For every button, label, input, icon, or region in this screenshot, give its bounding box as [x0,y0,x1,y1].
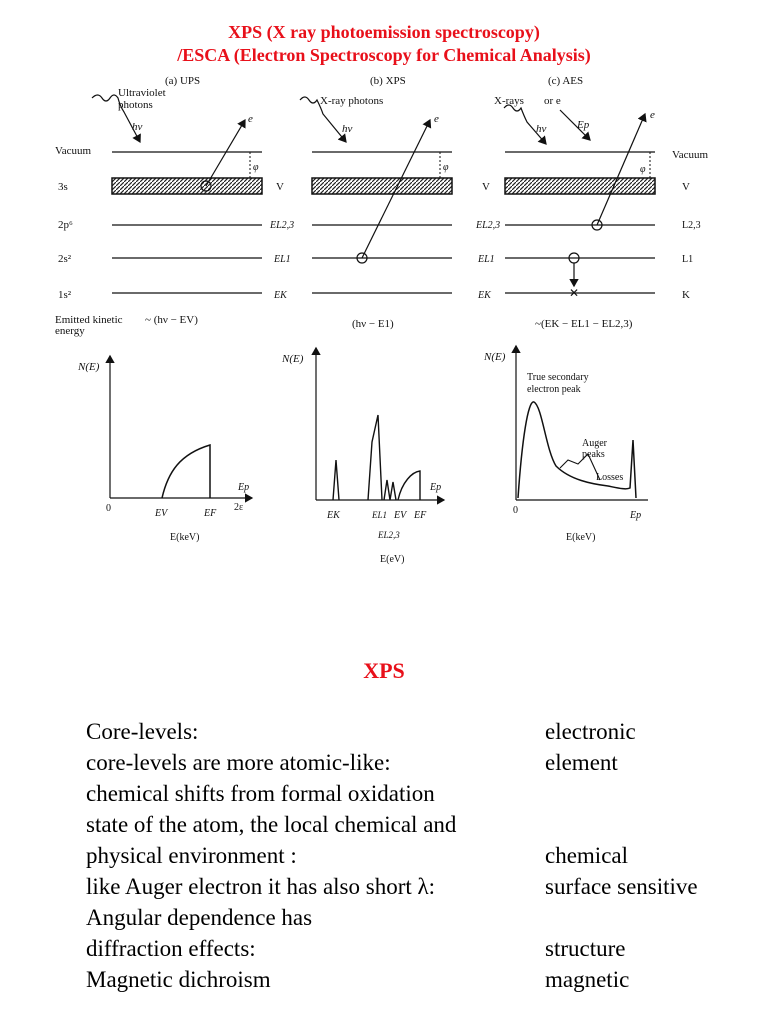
xps-phi: φ [443,162,449,173]
ups-curve [162,445,210,498]
item-description: state of the atom, the local chemical and [86,812,457,837]
aes-right-l1: L1 [682,254,694,265]
xps-hv: hν [342,123,353,135]
item-description: Magnetic dichroism [86,967,271,992]
ups-x-ef: EF [204,508,217,519]
formula-xps: (hν − E1) [352,318,394,330]
aes-n-e: N(E) [484,351,506,363]
ups-hv: hν [132,121,143,133]
aes-ep: Ep [577,119,590,131]
emitted-label-2: energy [55,325,85,337]
ups-electron-arrow [206,120,245,186]
list-item [86,902,746,933]
title-line-1: XPS (X ray photoemission spectroscopy) [228,22,540,42]
aes-k-hole: ✕ [569,286,580,300]
ups-photon-label-1: Ultraviolet [118,87,166,99]
item-description: Angular dependence has [86,905,313,930]
xps-spectrum [281,348,444,565]
aes-left-v: V [482,181,490,193]
level-label-2p6: 2p⁶ [58,219,73,231]
aes-auger-note-1: Auger [582,438,607,449]
list-item [86,809,746,840]
xps-x-el23: EL2,3 [378,530,400,540]
formula-ups: ~ (hν − EV) [145,314,198,326]
xps-x-el1: EL1 [372,510,388,520]
ups-zero: 0 [106,503,111,514]
xps-photon-label: X-ray photons [320,95,384,107]
aes-photon-label-b: or e [544,95,561,107]
formula-aes: ~(EK − EL1 − EL2,3) [535,318,633,330]
ups-xlabel: E(keV) [170,532,200,543]
aes-phi: φ [640,164,646,175]
ups-n-e: N(E) [78,361,100,373]
panel-label-ups: (a) UPS [165,75,201,87]
level-label-2s2: 2s² [58,253,72,265]
xps-panel [269,95,452,301]
xps-x-ep: Ep [430,482,442,493]
aes-xlabel: E(keV) [566,532,596,543]
aes-electron-arrow [597,114,645,225]
level-label-vacuum: Vacuum [55,145,92,157]
xps-x-ev: EV [394,510,407,521]
item-property: surface sensitive [545,874,698,899]
list-item [86,778,746,809]
aes-peak-note-1: True secondary [527,372,589,383]
list-item [86,933,746,964]
ups-x-ev: EV [155,508,168,519]
aes-spectrum [483,346,648,543]
item-description: Core-levels: [86,719,199,744]
xps-x-ef: EF [414,510,427,521]
list-item [86,964,746,995]
ups-valence-band [112,178,262,194]
item-description: core-levels are more atomic-like: [86,750,391,775]
ups-x-2e: 2ε [234,502,244,513]
panel-label-aes: (c) AES [548,75,584,87]
item-property: chemical [545,843,629,868]
list-item [86,840,746,871]
list-item [86,747,746,778]
aes-right-k: K [682,289,690,301]
item-property: structure [545,936,626,961]
aes-x-ep: Ep [630,510,642,521]
aes-zero: 0 [513,505,518,516]
item-description: chemical shifts from formal oxidation [86,781,435,806]
item-description: like Auger electron it has also short λ: [86,874,436,899]
aes-right-vacuum: Vacuum [672,149,709,161]
panel-label-xps: (b) XPS [370,75,406,87]
aes-panel [475,95,708,301]
item-property: element [545,750,618,775]
aes-left-el1: EL1 [478,254,495,265]
aes-e: e [650,109,655,121]
section-title: XPS [363,658,405,683]
ups-photon-label-2: photons [118,99,153,111]
xps-level-el23: EL2,3 [270,220,295,231]
level-label-1s2: 1s² [58,289,72,301]
emitted-label-1: Emitted kinetic [55,314,123,326]
aes-photon-label-a: X-rays [494,95,524,107]
xps-x-ek: EK [327,510,340,521]
title-line-2: /ESCA (Electron Spectroscopy for Chemical Analysis) [177,45,591,65]
ups-panel [92,87,284,293]
aes-right-l23: L2,3 [682,220,701,231]
ups-x-ep: Ep [238,482,250,493]
ups-phi: φ [253,162,259,173]
aes-auger-note-2: peaks [582,449,605,460]
aes-right-v: V [682,181,690,193]
item-description: physical environment : [86,843,297,868]
aes-losses-note: Losses [596,472,624,483]
aes-curve [518,402,636,498]
level-label-3s: 3s [58,181,68,193]
ups-e: e [248,113,253,125]
aes-hv: hν [536,123,547,135]
spectroscopy-diagram [0,70,768,570]
aes-left-el23: EL2,3 [476,220,501,231]
item-description: diffraction effects: [86,936,256,961]
xps-xlabel: E(eV) [380,554,405,565]
item-property: electronic [545,719,636,744]
aes-peak-note-2: electron peak [527,384,581,395]
ups-spectrum [77,356,252,543]
ups-v-label: V [276,181,284,193]
aes-valence-band [505,178,655,194]
xps-level-ek: EK [274,290,287,301]
xps-n-e: N(E) [282,353,304,365]
xps-level-el1: EL1 [274,254,291,265]
xps-valence-band [312,178,452,194]
list-item [86,716,746,747]
xps-curve [333,415,420,500]
list-item [86,871,746,902]
item-property: magnetic [545,967,630,992]
xps-e: e [434,113,439,125]
aes-left-ek: EK [478,290,491,301]
